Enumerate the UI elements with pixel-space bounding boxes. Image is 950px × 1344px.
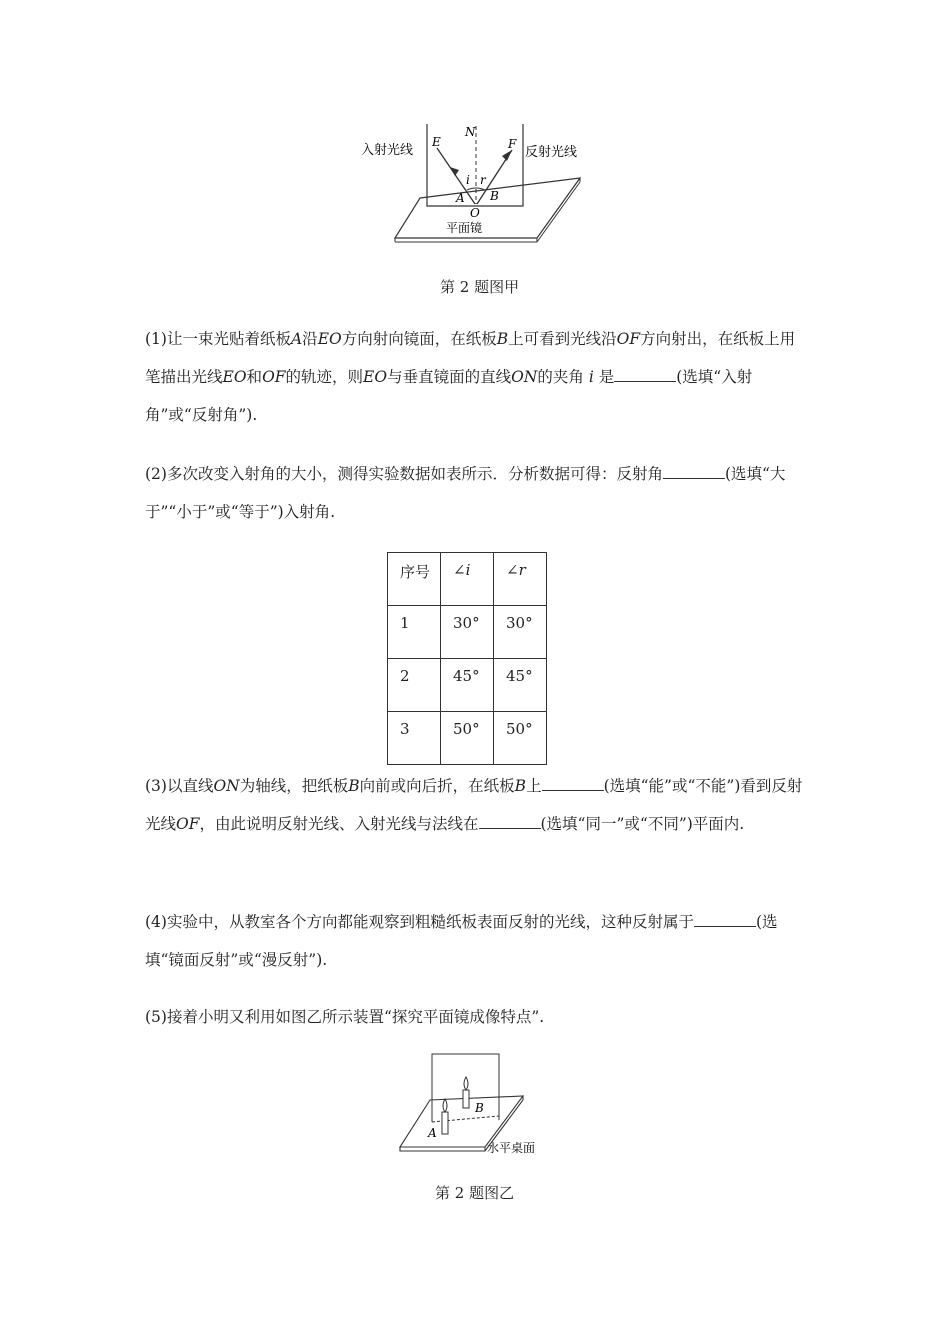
table-cell: 50° <box>441 712 494 765</box>
figure-plane-mirror-setup <box>395 1050 565 1160</box>
mirror-plate-edge <box>537 182 580 242</box>
question-1: (1)让一束光贴着纸板A沿EO方向射向镜面，在纸板B上可看到光线沿OF方向射出，在纸板上用笔描出光线EO和OF的轨迹，则EO与垂直镜面的直线ON的夹角 i 是 (选填“入射角”或“反射角”). <box>145 330 796 424</box>
table-cell: 30° <box>494 606 547 659</box>
mirror-label: 平面镜 <box>446 221 483 235</box>
figure2-caption: 第 2 题图乙 <box>435 1184 515 1202</box>
table-header-row <box>388 553 547 606</box>
table-top <box>400 1096 523 1147</box>
incident-ray-arrow <box>450 167 459 176</box>
table-header-cell: ∠i <box>441 553 494 606</box>
label-B: B <box>475 1101 484 1115</box>
table-row <box>388 606 547 659</box>
answer-blank-4[interactable] <box>694 912 756 927</box>
candle-a <box>442 1112 448 1134</box>
table-cell: 45° <box>494 659 547 712</box>
table-cell: 1 <box>388 606 441 659</box>
reflected-ray-label: 反射光线 <box>525 145 578 160</box>
question-2: (2)多次改变入射角的大小，测得实验数据如表所示．分析数据可得：反射角 (选填“大于”“小于”或“等于”)入射角. <box>145 465 786 521</box>
candle-a-flame <box>443 1099 447 1112</box>
label-O: O <box>470 206 480 220</box>
table-cell: 45° <box>441 659 494 712</box>
label-N: N <box>465 125 476 139</box>
question-3: (3)以直线ON为轴线，把纸板B向前或向后折，在纸板B上 (选填“能”或“不能”)看到反射光线OF，由此说明反射光线、入射光线与法线在 (选填“同一”或“不同”)平面内. <box>145 777 803 833</box>
answer-blank-3b[interactable] <box>479 814 541 829</box>
table-header-cell: ∠r <box>494 553 547 606</box>
table-row <box>388 659 547 712</box>
table-header-cell: 序号 <box>388 553 441 606</box>
answer-blank-3a[interactable] <box>542 776 604 791</box>
question-4: (4)实验中，从教室各个方向都能观察到粗糙纸板表面反射的光线，这种反射属于 (选填“镜面反射”或“漫反射”). <box>145 913 778 969</box>
label-F: F <box>508 137 517 151</box>
table-cell: 2 <box>388 659 441 712</box>
table-row <box>388 712 547 765</box>
label-A: A <box>456 191 465 205</box>
label-r: r <box>480 173 486 187</box>
table-cell: 3 <box>388 712 441 765</box>
figure1-caption: 第 2 题图甲 <box>440 278 520 296</box>
candle-b-flame <box>464 1077 468 1090</box>
answer-blank-1[interactable] <box>614 367 676 382</box>
data-table <box>387 552 547 765</box>
table-cell: 50° <box>494 712 547 765</box>
table-cell: 30° <box>441 606 494 659</box>
label-B: B <box>490 189 499 203</box>
figure-reflection-diagram <box>355 118 600 248</box>
answer-blank-2[interactable] <box>663 464 725 479</box>
label-A: A <box>428 1126 437 1140</box>
label-E: E <box>432 135 441 149</box>
label-i: i <box>466 173 470 187</box>
reflected-ray-arrow <box>502 150 512 161</box>
table-label: 水平桌面 <box>487 1141 536 1155</box>
question-5: (5)接着小明又利用如图乙所示装置“探究平面镜成像特点”. <box>145 1008 545 1026</box>
candle-b <box>463 1090 469 1108</box>
incident-ray-label: 入射光线 <box>361 143 414 158</box>
